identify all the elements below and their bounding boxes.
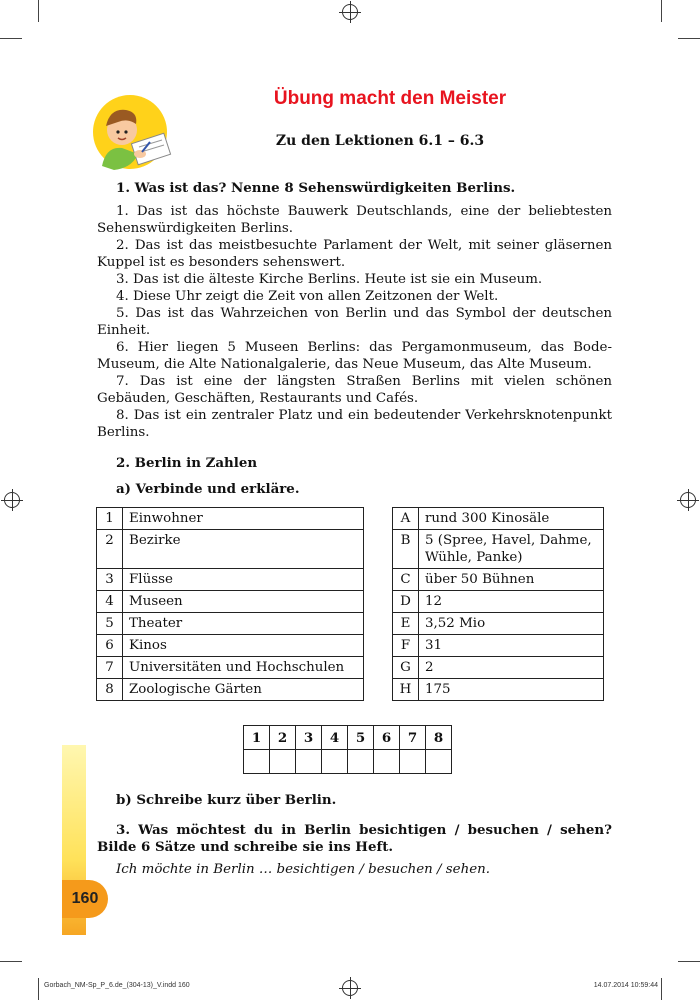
row-number: 2 [97,530,123,569]
row-label: Flüsse [123,569,364,591]
row-label: 5 (Spree, Havel, Dahme, Wühle, Panke) [419,530,604,569]
task-1-item: 3. Das ist die älteste Kirche Berlins. Heute ist sie ein Museum. [116,272,543,287]
table-row [393,657,604,679]
table-row [97,591,364,613]
row-label: 3,52 Mio [419,613,604,635]
crop-mark [678,38,700,39]
table-row [97,530,364,569]
task-1-heading: 1. Was ist das? Nenne 8 Sehenswürdigkeiten Berlins. [116,180,516,196]
table-row [393,530,604,569]
table-row [393,679,604,701]
crop-mark [661,978,662,1000]
answer-blank-cell [270,750,296,774]
page-number: 160 [62,880,108,918]
row-number: 7 [97,657,123,679]
row-label: Einwohner [123,508,364,530]
table-row [97,508,364,530]
answer-number: 2 [270,726,296,750]
answer-blank-cell [296,750,322,774]
row-letter: C [393,569,419,591]
task-1-item: 5. Das ist das Wahrzeichen von Berlin und das Symbol der deutschen Einheit. [97,306,612,338]
task-1-item: 2. Das ist das meistbesuchte Parlament der Welt, mit seiner gläsernen Kuppel ist es besonders sehenswert. [97,238,612,270]
answer-grid [243,725,452,774]
table-row [393,613,604,635]
row-letter: F [393,635,419,657]
task-1-item: 6. Hier liegen 5 Museen Berlins: das Pergamonmuseum, das Bode-Museum, die Alte Nationalgalerie, das Neue Museum, das Alte Museum. [97,340,612,372]
row-label: über 50 Bühnen [419,569,604,591]
answer-blank-cell [322,750,348,774]
row-label: 12 [419,591,604,613]
table-row [97,635,364,657]
task-1-item: 4. Diese Uhr zeigt die Zeit von allen Zeitzonen der Welt. [116,289,499,304]
table-row [97,657,364,679]
row-label: Museen [123,591,364,613]
task-3 [97,822,612,878]
row-letter: A [393,508,419,530]
right-match-table [392,507,604,701]
answer-number: 4 [322,726,348,750]
footer-date: 14.07.2014 10:59:44 [593,982,658,989]
task-1-item: 8. Das ist ein zentraler Platz und ein bedeutender Verkehrsknotenpunkt Berlins. [97,408,612,440]
row-letter: E [393,613,419,635]
row-label: Universitäten und Hochschulen [123,657,364,679]
task-3-example: Ich möchte in Berlin … besichtigen / besuchen / sehen. [116,862,491,877]
answer-blank-cell [244,750,270,774]
task-2a-heading: a) Verbinde und erkläre. [116,481,300,497]
table-row [393,591,604,613]
row-number: 5 [97,613,123,635]
task-3-heading: 3. Was möchtest du in Berlin besichtigen / besuchen / sehen? Bilde 6 Sätze und schreibe sie ins Heft. [97,822,612,855]
row-letter: H [393,679,419,701]
answer-blank-cell [374,750,400,774]
registration-mark-icon [680,492,696,508]
table-row [97,679,364,701]
task-1-item: 1. Das ist das höchste Bauwerk Deutschlands, eine der beliebtesten Sehenswürdigkeiten Berlins. [97,204,612,236]
answer-number: 5 [348,726,374,750]
row-number: 3 [97,569,123,591]
answer-number: 7 [400,726,426,750]
registration-mark-icon [4,492,20,508]
row-letter: D [393,591,419,613]
table-row [97,613,364,635]
registration-mark-icon [342,4,358,20]
row-letter: B [393,530,419,569]
row-label: Kinos [123,635,364,657]
crop-mark [38,0,39,22]
answer-number: 3 [296,726,322,750]
row-label: Bezirke [123,530,364,569]
row-number: 6 [97,635,123,657]
page-title: Übung macht den Meister [273,88,507,109]
task-2-heading: 2. Berlin in Zahlen [116,455,258,471]
answer-number: 1 [244,726,270,750]
crop-mark [678,961,700,962]
footer-file: Gorbach_NM-Sp_P_6.de_(304-13)_V.indd 160 [44,982,190,989]
answer-number: 6 [374,726,400,750]
task-2b-heading: b) Schreibe kurz über Berlin. [116,792,337,808]
page-subtitle: Zu den Lektionen 6.1 – 6.3 [275,133,485,149]
left-match-table [96,507,364,701]
answer-blank-cell [348,750,374,774]
row-label: 175 [419,679,604,701]
registration-mark-icon [342,980,358,996]
table-row [393,569,604,591]
task-1-item: 7. Das ist eine der längsten Straßen Berlins mit vielen schönen Gebäuden, Geschäften, Restaurants und Cafés. [97,374,612,406]
row-label: rund 300 Kinosäle [419,508,604,530]
crop-mark [0,961,22,962]
row-number: 1 [97,508,123,530]
crop-mark [0,38,22,39]
table-row [393,508,604,530]
row-number: 4 [97,591,123,613]
row-letter: G [393,657,419,679]
crop-mark [38,978,39,1000]
row-label: Zoologische Gärten [123,679,364,701]
row-label: 31 [419,635,604,657]
crop-mark [661,0,662,22]
table-row [393,635,604,657]
answer-number: 8 [426,726,452,750]
row-label: 2 [419,657,604,679]
answer-blank-cell [426,750,452,774]
row-label: Theater [123,613,364,635]
table-row [97,569,364,591]
task-1 [97,180,612,441]
answer-blank-cell [400,750,426,774]
row-number: 8 [97,679,123,701]
